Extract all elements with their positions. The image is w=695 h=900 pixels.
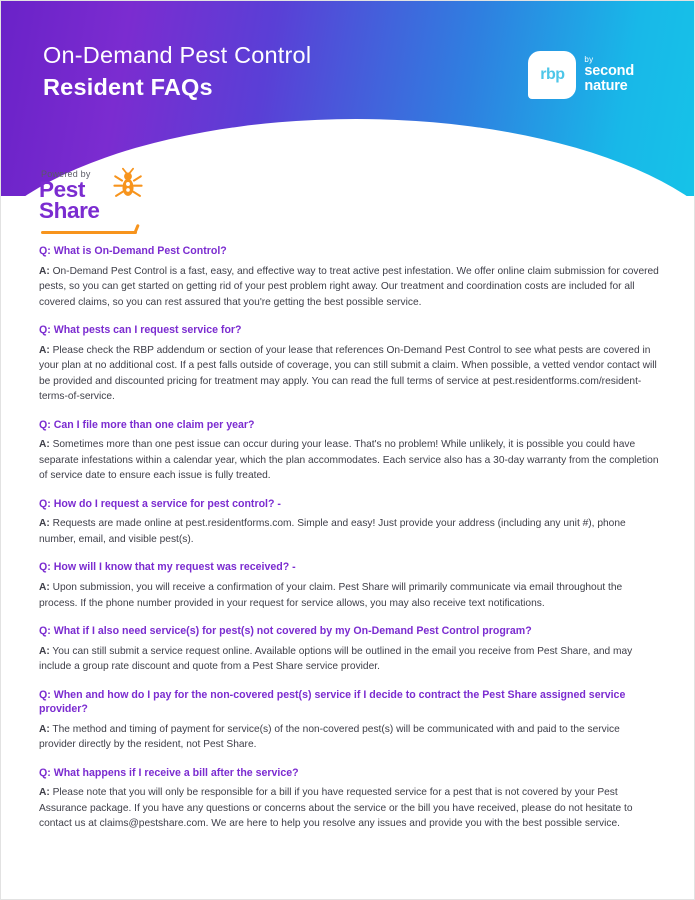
- faq-answer-prefix: A:: [39, 723, 50, 735]
- logo-underline-tick-decoration: [133, 224, 140, 234]
- faq-question: Q: What if I also need service(s) for pest(s) not covered by my On-Demand Pest Control program?: [39, 625, 532, 638]
- powered-by-label: Powered by: [41, 169, 91, 179]
- header-banner: [1, 1, 695, 196]
- second-nature-line-2: nature: [584, 78, 628, 95]
- pest-share-logo: [39, 169, 249, 221]
- faq-answer: [39, 516, 659, 547]
- faq-question: Q: What pests can I request service for?: [39, 324, 242, 337]
- faq-answer: [39, 437, 659, 484]
- faq-question: Q: What is On-Demand Pest Control?: [39, 245, 227, 257]
- second-nature-by-label: by: [584, 55, 594, 65]
- faq-answer-prefix: A:: [39, 645, 50, 657]
- faq-answer: [39, 264, 659, 311]
- pest-share-line-1: Pest: [39, 177, 85, 202]
- page-title: [43, 41, 311, 103]
- faq-question: Q: What happens if I receive a bill after the service?: [39, 766, 299, 779]
- faq-answer-text: Requests are made online at pest.residentforms.com. Simple and easy! Just provide your address (including any unit #), phone number, email, and visible pest(s).: [39, 518, 626, 545]
- faq-question: Q: How do I request a service for pest control? -: [39, 497, 281, 510]
- faq-item: [39, 497, 659, 548]
- faq-answer: [39, 343, 659, 405]
- faq-answer-text: Please note that you will only be responsible for a bill if you have requested service for a pest that is not covered by your Pest Assurance package. If you have any questions or concerns about the service or the bill you have received, please do not hesitate to contact us at claims@pestshare.com. We are here to help you resolve any issues and provide you with the best possible service.: [39, 787, 633, 830]
- faq-answer-prefix: A:: [39, 344, 50, 356]
- faq-answer-text: On-Demand Pest Control is a fast, easy, and effective way to treat active pest infestation. We offer online claim submission for covered pests, so you can get started on getting rid of your pest problem right away. Our treatment and coordination costs are included for all covered claims, so you can rest assured that you're getting the best possible service.: [39, 265, 659, 308]
- second-nature-wordmark: [584, 56, 634, 94]
- faq-answer: [39, 580, 659, 611]
- faq-list: [39, 244, 659, 845]
- faq-answer: [39, 644, 659, 675]
- second-nature-line-1: second: [584, 63, 634, 80]
- faq-answer-text: Sometimes more than one pest issue can occur during your lease. That's no problem! While unlikely, it is possible you could have separate infestations within a calendar year, which the plan accommodates. Each service also has a 30-day warranty from the completion of service date to ensure each issue is fully treated.: [39, 439, 659, 482]
- faq-question: Q: Can I file more than one claim per year?: [39, 418, 255, 431]
- faq-item: [39, 560, 659, 611]
- faq-answer-prefix: A:: [39, 582, 50, 594]
- faq-question: Q: When and how do I pay for the non-covered pest(s) service if I decide to contract the Pest Share assigned service provider?: [39, 688, 626, 716]
- faq-item: [39, 624, 659, 675]
- faq-answer: [39, 722, 659, 753]
- faq-question: Q: How will I know that my request was received? -: [39, 561, 296, 574]
- faq-answer-text: Please check the RBP addendum or section of your lease that references On-Demand Pest Control to see what pests are covered in your plan at no additional cost. If a pest falls outside of coverage, you can still submit a claim. When possible, a vetted vendor contact will be provided and discounted pricing for treatment may apply. You can read the full terms of service at pest.residentforms.com/resident-terms-of-service.: [39, 344, 657, 403]
- faq-item: [39, 244, 659, 310]
- faq-item: [39, 323, 659, 405]
- rbp-logo-text: rbp: [540, 66, 565, 83]
- faq-answer-prefix: A:: [39, 518, 50, 530]
- pest-share-line-2: Share: [39, 197, 100, 223]
- faq-answer-prefix: A:: [39, 265, 50, 277]
- faq-item: [39, 766, 659, 832]
- faq-item: [39, 688, 659, 753]
- logo-underline-decoration: [41, 231, 137, 234]
- faq-answer-text: Upon submission, you will receive a confirmation of your claim. Pest Share will primarily communicate via email throughout the process. If the phone number provided in your request for service allows, you may also receive text notifications.: [39, 582, 623, 609]
- faq-answer-text: The method and timing of payment for service(s) of the non-covered pest(s) will be communicated with and paid to the service provider directly by the resident, not Pest Share.: [39, 723, 620, 751]
- faq-item: [39, 418, 659, 484]
- faq-answer-prefix: A:: [39, 787, 50, 799]
- faq-answer-prefix: A:: [39, 439, 50, 451]
- faq-answer-text: You can still submit a service request online. Available options will be outlined in the email you receive from Pest Share, and may include a group rate discount and quote from a Pest Share service provider.: [39, 645, 633, 673]
- title-line-2: Resident FAQs: [43, 74, 213, 101]
- faq-answer: [39, 785, 659, 832]
- rbp-badge-icon: [528, 51, 576, 99]
- title-line-1: On-Demand Pest Control: [43, 42, 312, 68]
- pest-share-wordmark: [39, 177, 249, 223]
- rbp-second-nature-logo: [528, 51, 634, 99]
- bug-icon: [111, 167, 145, 201]
